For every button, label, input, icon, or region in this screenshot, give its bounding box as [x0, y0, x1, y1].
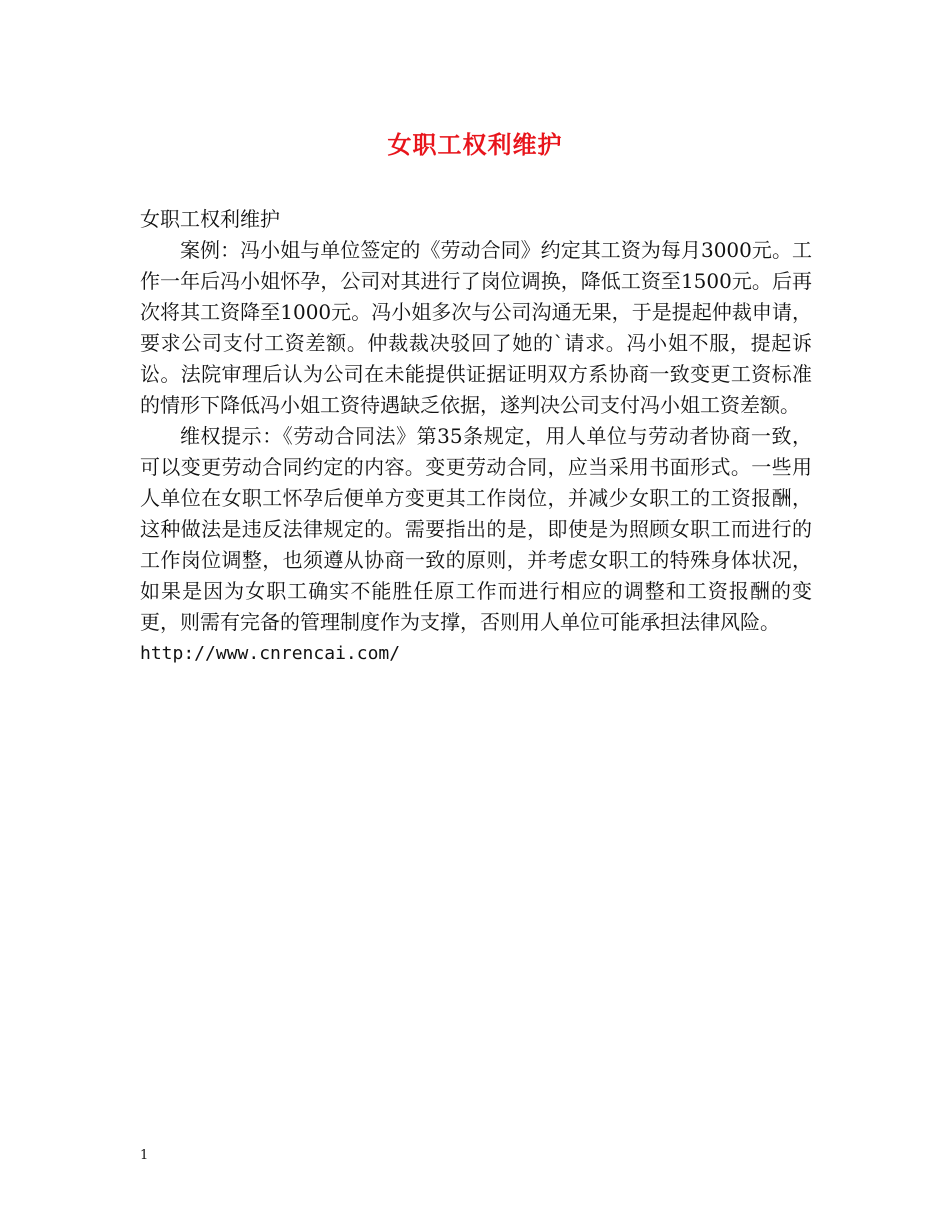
document-subtitle: 女职工权利维护 — [140, 207, 280, 231]
document-title: 女职工权利维护 — [387, 131, 563, 159]
rights-tip-paragraph: 维权提示：《劳动合同法》第35条规定，用人单位与劳动者协商一致，可以变更劳动合同约定的内容。变更劳动合同，应当采用书面形式。一些用人单位在女职工怀孕后便单方变更其工作岗位，并减少女职工的工资报酬，这种做法是违反法律规定的。需要指出的是，即使是为照顾女职工而进行的工作岗位调整，也须遵从协商一致的原则，并考虑女职工的特殊身体状况，如果是因为女职工确实不能胜任原工作而进行相应的调整和工资报酬的变更，则需有完备的管理制度作为支撑，否则用人单位可能承担法律风险。 — [140, 424, 812, 634]
page-number: 1 — [140, 1148, 149, 1163]
case-paragraph: 案例：冯小姐与单位签定的《劳动合同》约定其工资为每月3000元。工作一年后冯小姐怀孕，公司对其进行了岗位调换，降低工资至1500元。后再次将其工资降至1000元。冯小姐多次与公司沟通无果，于是提起仲裁申请，要求公司支付工资差额。仲裁裁决驳回了她的`请求。冯小姐不服，提起诉讼。法院审理后认为公司在未能提供证据证明双方系协商一致变更工资标准的情形下降低冯小姐工资待遇缺乏依据，遂判决公司支付冯小姐工资差额。 — [140, 238, 812, 417]
source-url: http://www.cnrencai.com/ — [140, 643, 401, 664]
document-body — [140, 204, 812, 669]
